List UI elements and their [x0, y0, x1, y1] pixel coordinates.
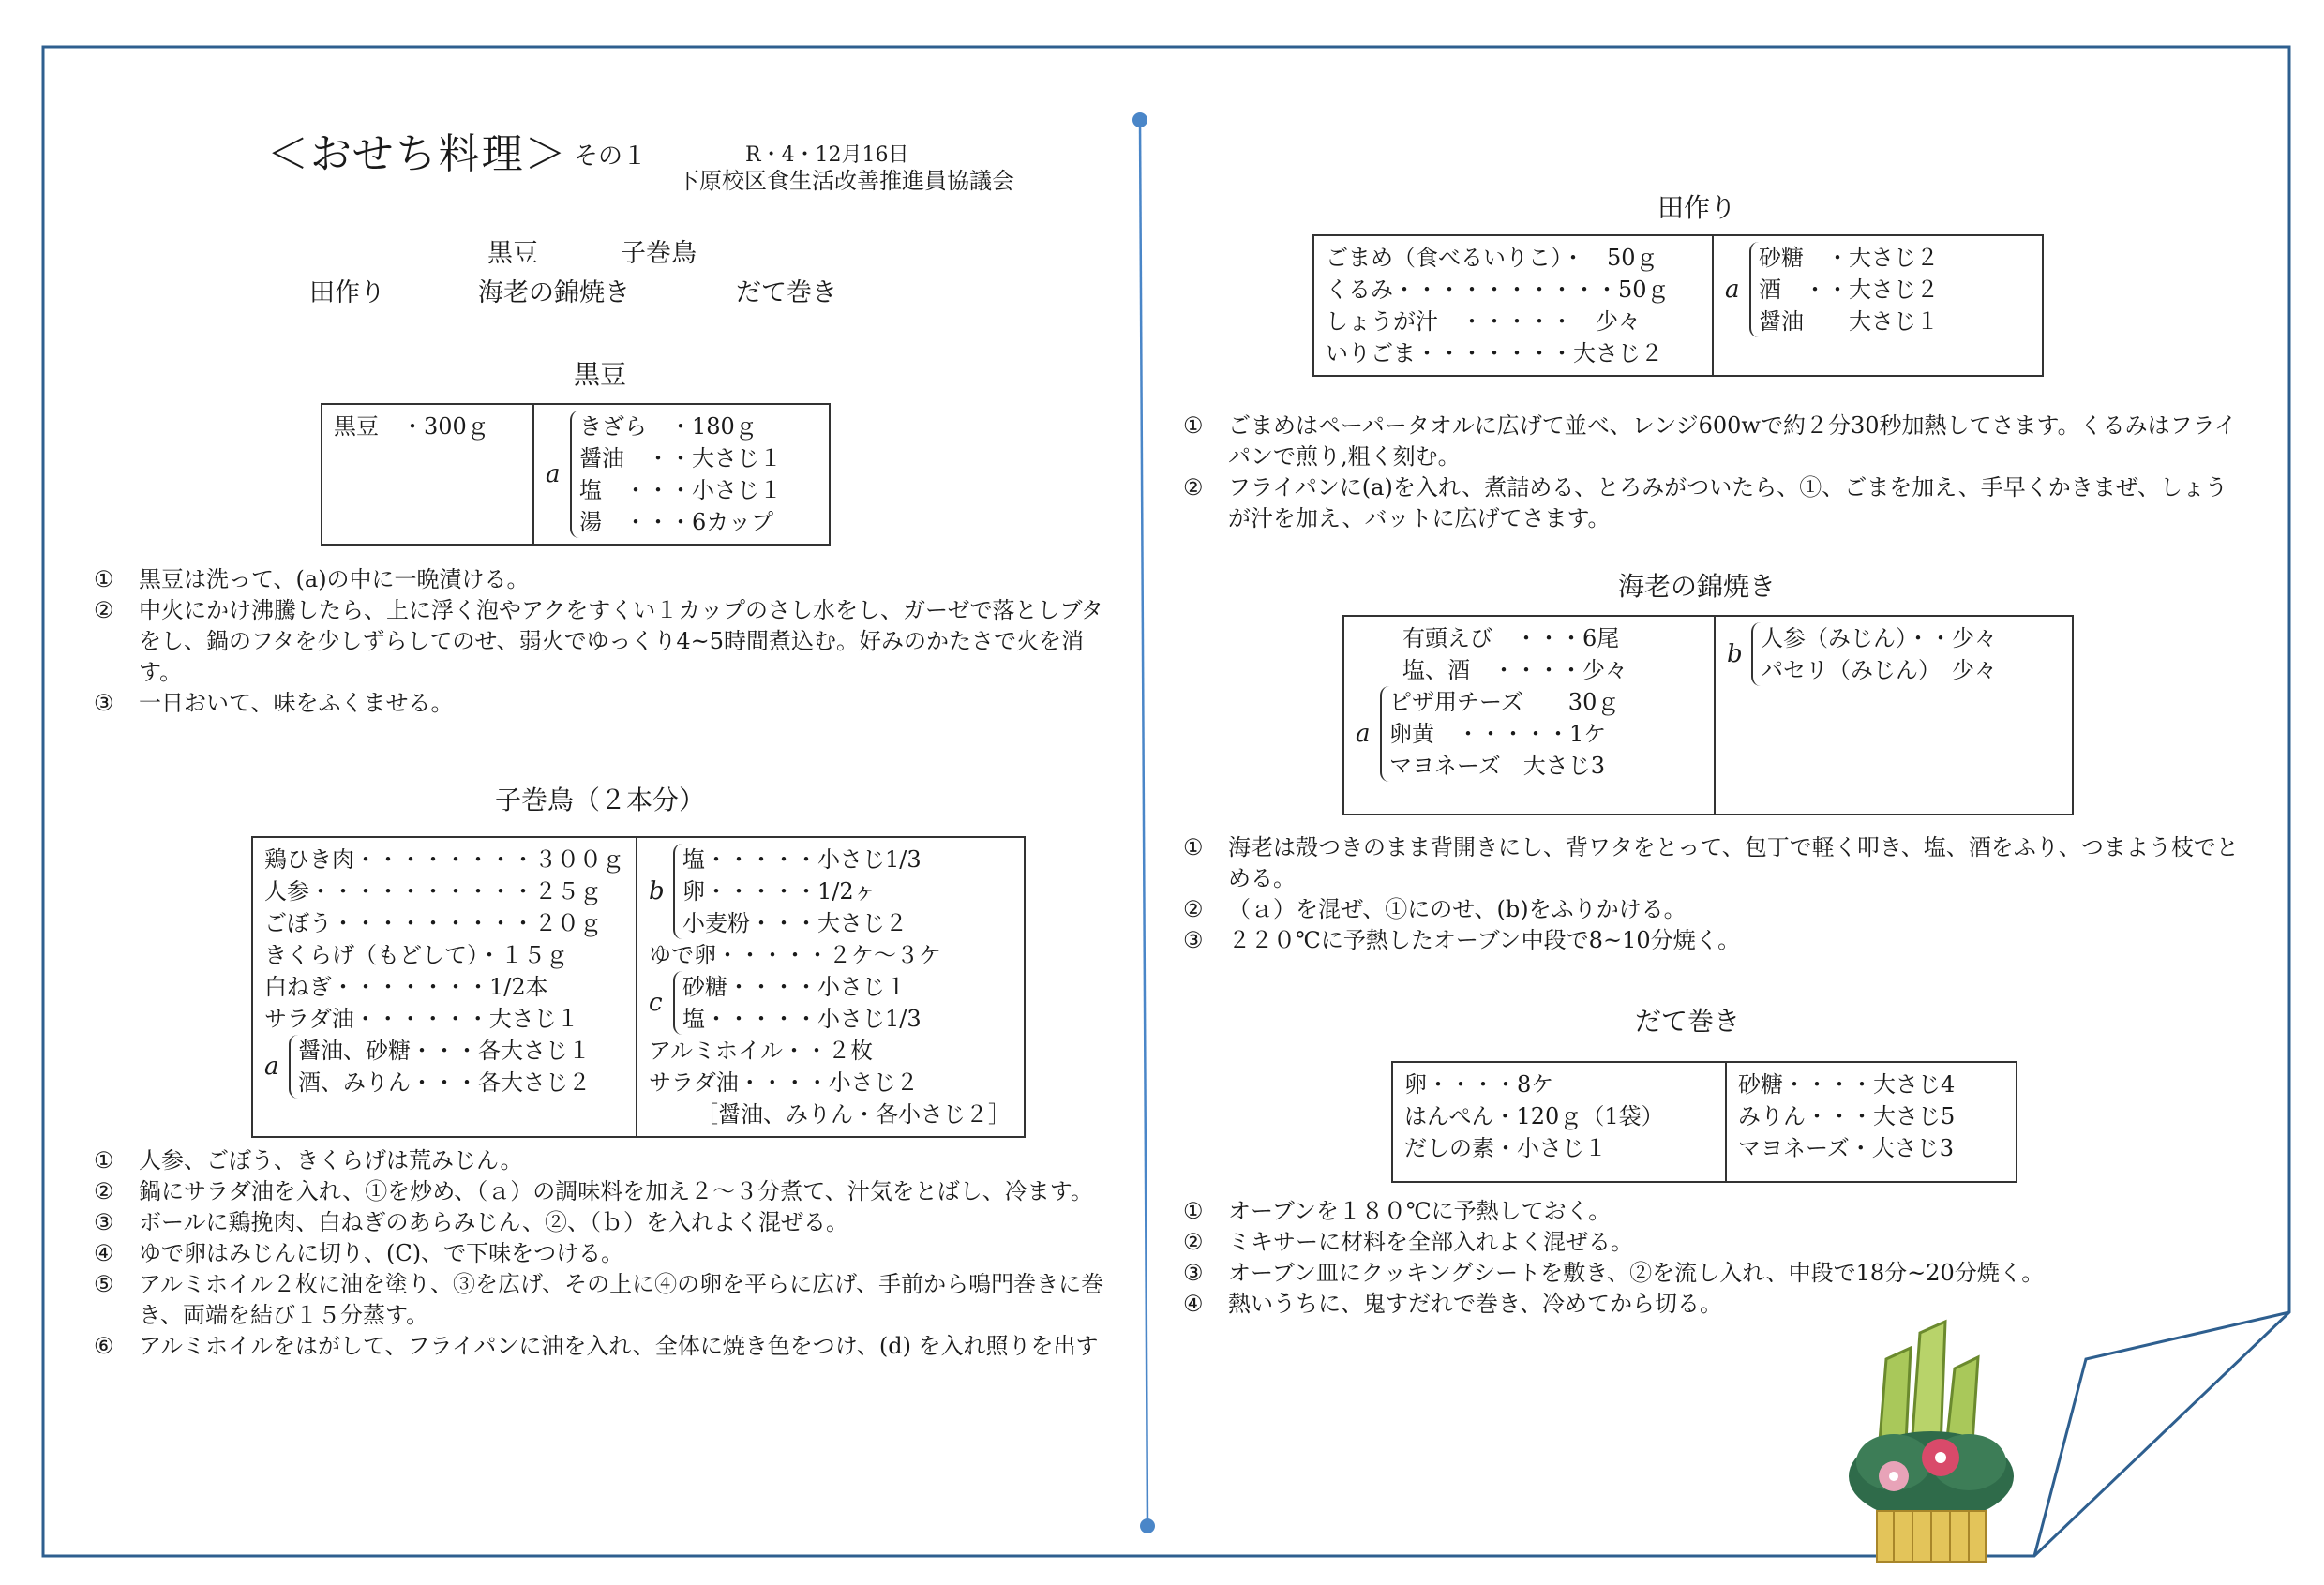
- step: ① 海老は殻つきのまま背開きにし、背ワタをとって、包丁で軽く叩き、塩、酒をふり、つまよう枝でとめる。: [1183, 834, 2239, 891]
- ingredient: 人参（みじん）・・少々: [1761, 625, 1997, 651]
- section-heading-datemaki: だて巻き: [1634, 1006, 1740, 1037]
- ingredients-table-komakidori: [251, 836, 1026, 1138]
- step: ② ミキサーに材料を全部入れよく混ぜる。: [1183, 1229, 1633, 1255]
- ingredient: サラダ油・・・・・・大さじ１: [264, 1006, 579, 1032]
- group-mark: b: [649, 877, 665, 905]
- step: ⑥ アルミホイルをはがして、フライパンに油を入れ、全体に焼き色をつけ、(d) を入れ照りを出す: [94, 1333, 1099, 1359]
- step: ② 中火にかけ沸騰したら、上に浮く泡やアクをすくい１カップのさし水をし、ガーゼで落としブタをし、鍋のフタを少しずらしてのせ、弱火でゆっくり4~5時間煮込む。好みのかたさで火を消す。: [94, 597, 1103, 685]
- ingredient: 塩・・・・・小さじ1/3: [682, 846, 922, 873]
- page-title: ＜おせち料理＞: [267, 130, 568, 178]
- ingredient: サラダ油・・・・小さじ２: [649, 1069, 919, 1096]
- step: ② 鍋にサラダ油を入れ、①を炒め、（ａ）の調味料を加え２～３分煮て、汁気をとばし、冷ます。: [94, 1178, 1093, 1204]
- step: ① オーブンを１８０℃に予熱しておく。: [1183, 1198, 1612, 1224]
- ingredient: ［醤油、みりん・各小さじ２］: [696, 1101, 1011, 1128]
- ingredients-table-ebi: [1342, 615, 2074, 815]
- ingredient: 人参・・・・・・・・・・２５ｇ: [264, 878, 602, 905]
- ingredient: 醤油 ・・大さじ１: [579, 445, 782, 471]
- group-mark: b: [1727, 640, 1743, 668]
- group-mark: a: [546, 460, 561, 488]
- step: ④ 熱いうちに、鬼すだれで巻き、冷めてから切る。: [1183, 1291, 1723, 1317]
- group-mark: a: [1725, 276, 1740, 304]
- ingredient: 塩、酒 ・・・・少々: [1402, 657, 1627, 683]
- section-heading-komakidori: 子巻鳥（２本分）: [494, 785, 705, 815]
- ingredient: 鶏ひき肉・・・・・・・・３００ｇ: [264, 846, 624, 873]
- ingredient: 酒 ・・大さじ２: [1759, 277, 1939, 303]
- menu-item: 子巻鳥: [621, 239, 697, 268]
- ingredients-table-tazukuri: [1312, 234, 2044, 377]
- page-subtitle: その１: [574, 142, 648, 171]
- step: ① 黒豆は洗って、(a)の中に一晩漬ける。: [94, 566, 530, 592]
- kadomatsu-illustration: [1837, 1312, 2025, 1565]
- ingredient: きざら ・180ｇ: [579, 413, 757, 440]
- section-heading-tazukuri: 田作り: [1657, 192, 1736, 223]
- menu-item: 黒豆: [487, 239, 538, 268]
- ingredient: くるみ・・・・・・・・・・50ｇ: [1326, 277, 1670, 303]
- ingredient: 有頭えび ・・・6尾: [1402, 625, 1620, 651]
- step: ③ オーブン皿にクッキングシートを敷き、②を流し入れ、中段で18分~20分焼く。: [1183, 1260, 2045, 1286]
- group-mark: c: [649, 989, 663, 1017]
- ingredients-table-kuromame: [321, 403, 831, 546]
- step: ③ 一日おいて、味をふくませる。: [94, 690, 454, 716]
- ingredient: 卵・・・・・1/2ヶ: [682, 878, 877, 905]
- ingredient: はんぺん・120ｇ（1袋）: [1404, 1103, 1664, 1129]
- organization-name: 下原校区食生活改善推進員協議会: [677, 168, 1014, 194]
- menu-item: 海老の錦焼き: [478, 278, 630, 307]
- menu-item: 田作り: [309, 278, 385, 307]
- ingredient: ゆで卵・・・・・２ケ～３ケ: [649, 942, 941, 968]
- ingredient: 塩 ・・・小さじ１: [579, 477, 782, 503]
- ingredient: 塩・・・・・小さじ1/3: [682, 1006, 922, 1032]
- ingredient: パセリ（みじん） 少々: [1761, 657, 1997, 683]
- ingredient: 醤油、砂糖・・・各大さじ１: [298, 1038, 591, 1064]
- menu-item: だて巻き: [736, 278, 837, 307]
- ingredient: きくらげ（もどして）・１５ｇ: [264, 942, 568, 968]
- ingredient: 白ねぎ・・・・・・・1/2本: [264, 974, 548, 1000]
- ingredient: みりん・・・大さじ5: [1738, 1103, 1956, 1129]
- steps-datemaki: [1183, 1196, 2214, 1320]
- step: ② フライパンに(a)を入れ、煮詰める、とろみがついたら、①、ごまを加え、手早くかきまぜ、しょうが汁を加え、バットに広げてさます。: [1183, 474, 2227, 531]
- ingredient: ごぼう・・・・・・・・・２０ｇ: [264, 910, 602, 936]
- ingredient: しょうが汁 ・・・・・ 少々: [1326, 308, 1641, 335]
- ingredient: 砂糖・・・・小さじ１: [682, 974, 907, 1000]
- step: ① 人参、ごぼう、きくらげは荒みじん。: [94, 1147, 523, 1174]
- ingredient: 酒、みりん・・・各大さじ２: [298, 1069, 591, 1096]
- ingredient: アルミホイル・・２枚: [649, 1038, 874, 1064]
- steps-kuromame: [94, 564, 1106, 719]
- ingredient: 黒豆 ・300ｇ: [334, 413, 489, 440]
- section-heading-kuromame: 黒豆: [573, 359, 626, 390]
- ingredient: マヨネーズ・大さじ3: [1738, 1135, 1955, 1161]
- ingredient: 砂糖 ・大さじ２: [1759, 245, 1939, 271]
- steps-tazukuri: [1183, 411, 2242, 534]
- group-mark: a: [1356, 720, 1371, 748]
- ingredients-table-datemaki: [1391, 1061, 2017, 1183]
- ingredient: 湯 ・・・6カップ: [579, 509, 774, 535]
- center-divider: [1140, 120, 1147, 1526]
- ingredient: ごまめ（食べるいりこ）・ 50ｇ: [1326, 245, 1658, 271]
- ingredient: いりごま・・・・・・・大さじ２: [1326, 340, 1663, 366]
- ingredient: ピザ用チーズ 30ｇ: [1389, 689, 1620, 715]
- steps-komakidori: [94, 1145, 1106, 1362]
- section-heading-ebi: 海老の錦焼き: [1617, 571, 1776, 602]
- step: ④ ゆで卵はみじんに切り、(C)、で下味をつける。: [94, 1240, 624, 1266]
- step: ③ ボールに鶏挽肉、白ねぎのあらみじん、②、（ｂ）を入れよく混ぜる。: [94, 1209, 848, 1235]
- ingredient: 醤油 大さじ１: [1759, 308, 1939, 335]
- steps-ebi: [1183, 832, 2242, 956]
- ingredient: 卵・・・・8ケ: [1404, 1071, 1554, 1098]
- ingredient: 小麦粉・・・大さじ２: [682, 910, 907, 936]
- step: ③ ２２０℃に予熱したオーブン中段で8~10分焼く。: [1183, 927, 1741, 953]
- step: ⑤ アルミホイル２枚に油を塗り、③を広げ、その上に④の卵を平らに広げ、手前から鳴門巻きに巻き、両端を結び１５分蒸す。: [94, 1271, 1104, 1328]
- date-label: R・4・12月16日: [745, 143, 909, 167]
- group-mark: a: [264, 1053, 279, 1081]
- ingredient: 砂糖・・・・大さじ4: [1738, 1071, 1956, 1098]
- ingredient: だしの素・小さじ１: [1404, 1135, 1607, 1161]
- step: ② （ａ）を混ぜ、①にのせ、(b)をふりかける。: [1183, 896, 1687, 922]
- ingredient: マヨネーズ 大さじ3: [1389, 753, 1606, 779]
- ingredient: 卵黄 ・・・・・1ケ: [1389, 721, 1607, 747]
- step: ① ごまめはペーパータオルに広げて並べ、レンジ600wで約２分30秒加熱してさます。くるみはフライパンで煎り,粗く刻む。: [1183, 412, 2237, 470]
